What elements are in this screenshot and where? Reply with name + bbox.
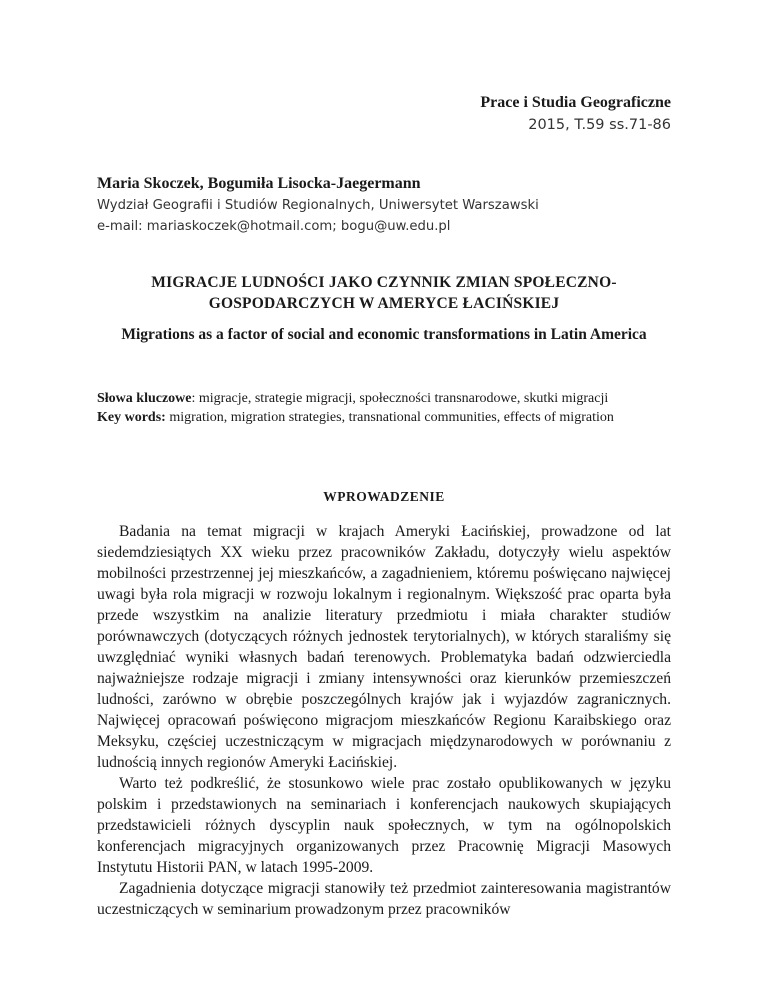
keywords-block bbox=[97, 389, 617, 427]
author-email: e-mail: mariaskoczek@hotmail.com; bogu@uw.edu.pl bbox=[97, 219, 451, 234]
body-text bbox=[97, 521, 671, 920]
paragraph: Zagadnienia dotyczące migracji stanowiły też przedmiot zainteresowania magistrantów uczestniczących w seminarium prowadzonym przez pracowników bbox=[97, 880, 671, 918]
title-polish: MIGRACJE LUDNOŚCI JAKO CZYNNIK ZMIAN SPOŁECZNO-GOSPODARCZYCH W AMERYCE ŁACIŃSKIEJ bbox=[151, 274, 617, 312]
keywords-polish bbox=[97, 389, 617, 408]
journal-header bbox=[480, 92, 671, 136]
journal-volume: 2015, T.59 ss.71-86 bbox=[528, 117, 671, 133]
paragraph: Badania na temat migracji w krajach Ameryki Łacińskiej, prowadzone od lat siedemdziesiątych XX wieku przez pracowników Zakładu, dotyczyły wielu aspektów mobilności przestrzennej jej mieszkańców, a zagadnieniem, któremu poświęcano najwięcej uwagi była rola migracji w rozwoju lokalnym i regionalnym. Większość prac oparta była przede wszystkim na analizie literatury przedmiotu i miała charakter studiów porównawczych (dotyczących różnych jednostek terytorialnych), w których staraliśmy się uwzględniać wyniki własnych badań terenowych. Problematyka badań odzwierciedla najważniejsze rodzaje migracji i zmiany intensywności oraz kierunków przemieszczeń ludności, zarówno w obrębie poszczególnych krajów jak i wyjazdów zagranicznych. Najwięcej opracowań poświęcono migracjom mieszkańców Regionu Karaibskiego oraz Meksyku, częściej uczestniczącym w migracjach międzynarodowych w porównaniu z ludnością innych regionów Ameryki Łacińskiej. bbox=[97, 523, 671, 771]
keywords-english-text: migration, migration strategies, transnational communities, effects of migration bbox=[165, 410, 614, 425]
keywords-english-label: Key words: bbox=[97, 410, 166, 425]
title-english: Migrations as a factor of social and economic transformations in Latin America bbox=[121, 326, 647, 343]
author-affiliation: Wydział Geografii i Studiów Regionalnych, Uniwersytet Warszawski bbox=[97, 198, 539, 213]
author-block bbox=[97, 173, 677, 237]
keywords-english bbox=[97, 408, 617, 427]
author-names: Maria Skoczek, Bogumiła Lisocka-Jaegermann bbox=[97, 175, 421, 192]
paragraph: Warto też podkreślić, że stosunkowo wiele prac zostało opublikowanych w języku polskim i przedstawionych na seminariach i konferencjach naukowych skupiających przedstawicieli różnych dyscyplin nauk społecznych, w tym na ogólnopolskich konferencjach migracyjnych organizowanych przez Pracownię Migracji Masowych Instytutu Historii PAN, w latach 1995-2009. bbox=[97, 775, 671, 876]
keywords-polish-text: : migracje, strategie migracji, społeczności transnarodowe, skutki migracji bbox=[191, 391, 609, 406]
journal-name: Prace i Studia Geograficzne bbox=[480, 94, 671, 111]
section-heading: WPROWADZENIE bbox=[323, 489, 445, 504]
keywords-polish-label: Słowa kluczowe bbox=[97, 391, 192, 406]
